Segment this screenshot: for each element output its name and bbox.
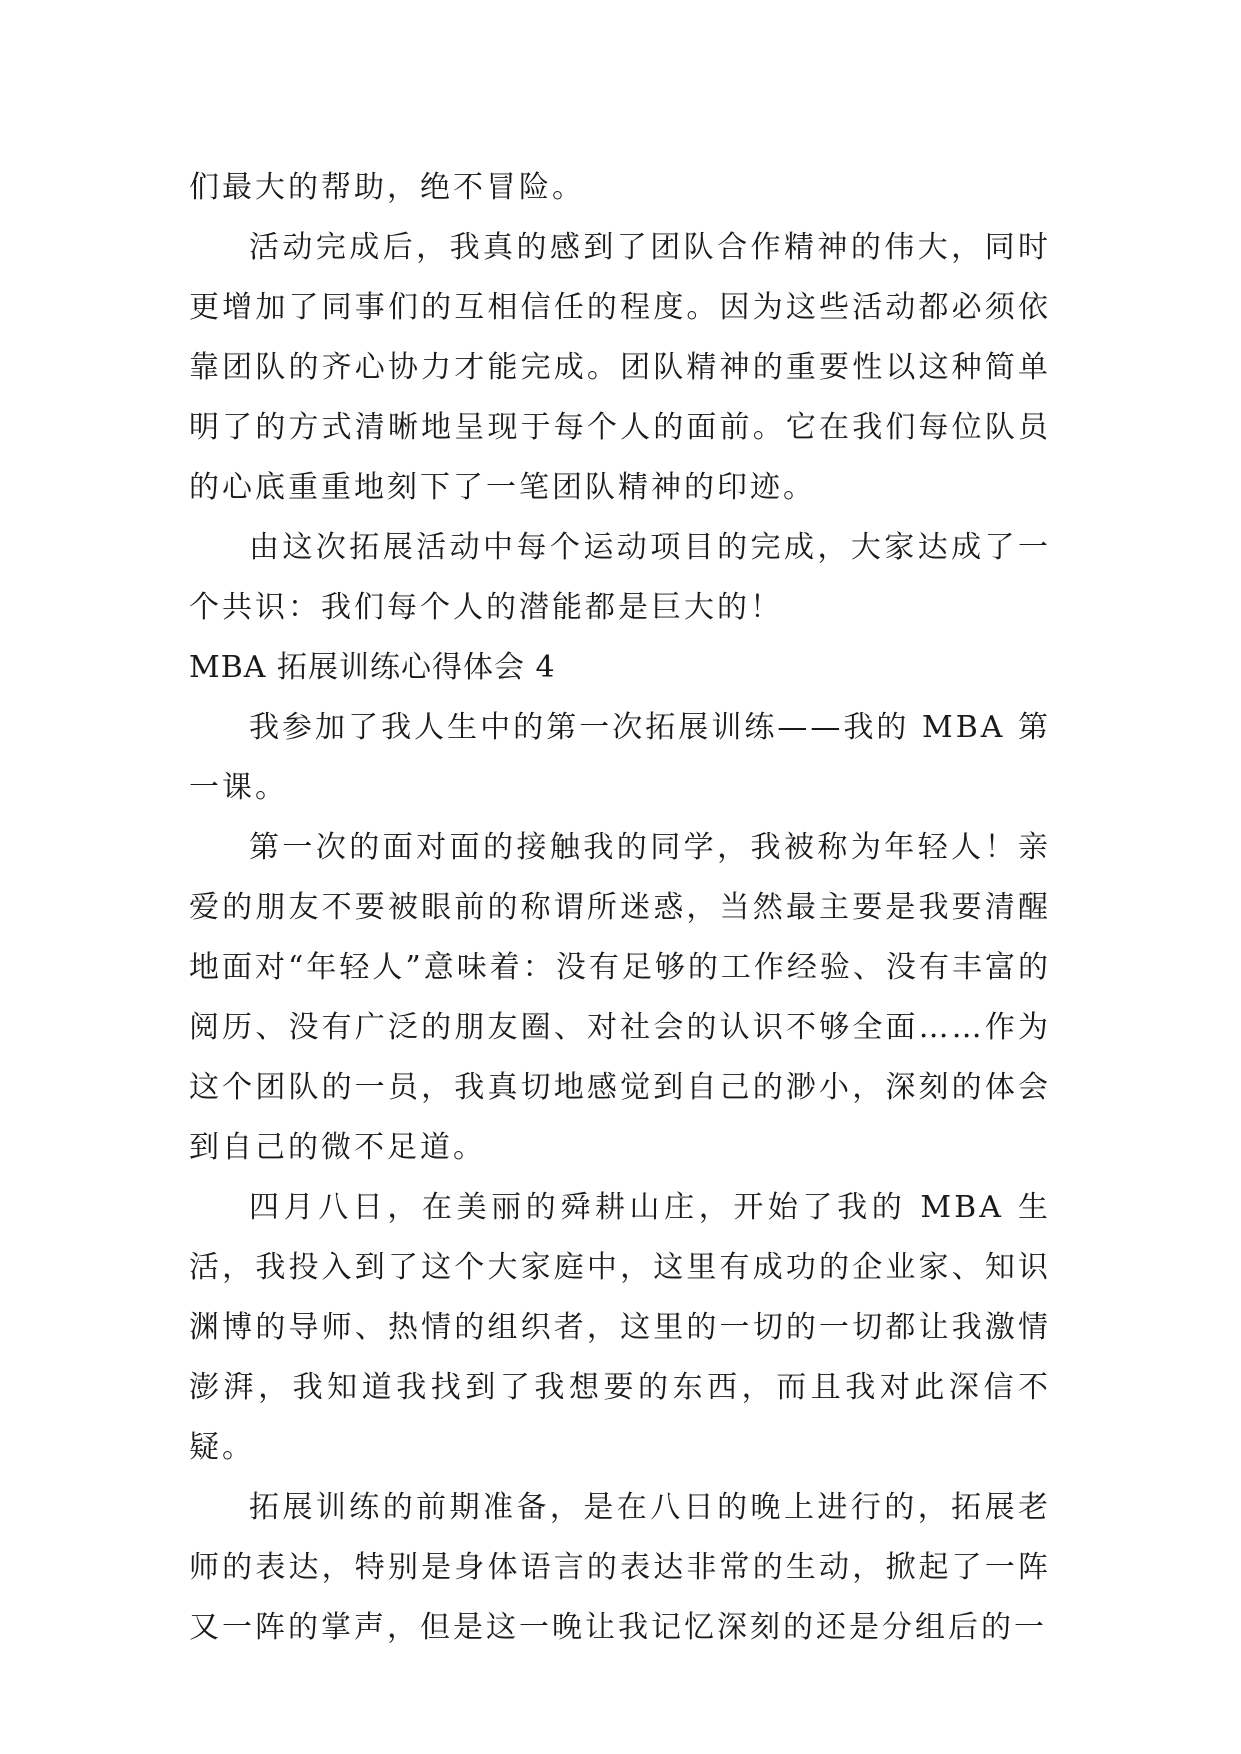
- document-body: [189, 158, 1051, 1658]
- paragraph-young-person: 第一次的面对面的接触我的同学，我被称为年轻人！亲爱的朋友不要被眼前的称谓所迷惑，当然最主要是我要清醒地面对“年轻人”意味着：没有足够的工作经验、没有丰富的阅历、没有广泛的朋友圈、对社会的认识不够全面……作为这个团队的一员，我真切地感觉到自己的渺小，深刻的体会到自己的微不足道。: [189, 830, 1051, 1165]
- paragraph-first-training: 我参加了我人生中的第一次拓展训练——我的 MBA 第一课。: [189, 710, 1051, 805]
- paragraph-april-eighth: 四月八日，在美丽的舜耕山庄，开始了我的 MBA 生活，我投入到了这个大家庭中，这里有成功的企业家、知识渊博的导师、热情的组织者，这里的一切的一切都让我激情澎湃，我知道我找到了我想要的东西，而且我对此深信不疑。: [189, 1190, 1051, 1465]
- paragraph-preparation: 拓展训练的前期准备，是在八日的晚上进行的，拓展老师的表达，特别是身体语言的表达非常的生动，掀起了一阵又一阵的掌声，但是这一晚让我记忆深刻的还是分组后的一: [189, 1490, 1051, 1645]
- paragraph-consensus: 由这次拓展活动中每个运动项目的完成，大家达成了一个共识：我们每个人的潜能都是巨大的！: [189, 530, 1051, 625]
- section-heading: MBA 拓展训练心得体会 4: [189, 650, 556, 685]
- paragraph-continued: 们最大的帮助，绝不冒险。: [189, 170, 585, 205]
- paragraph-teamwork: 活动完成后，我真的感到了团队合作精神的伟大，同时更增加了同事们的互相信任的程度。因为这些活动都必须依靠团队的齐心协力才能完成。团队精神的重要性以这种简单明了的方式清晰地呈现于每个人的面前。它在我们每位队员的心底重重地刻下了一笔团队精神的印迹。: [189, 230, 1051, 505]
